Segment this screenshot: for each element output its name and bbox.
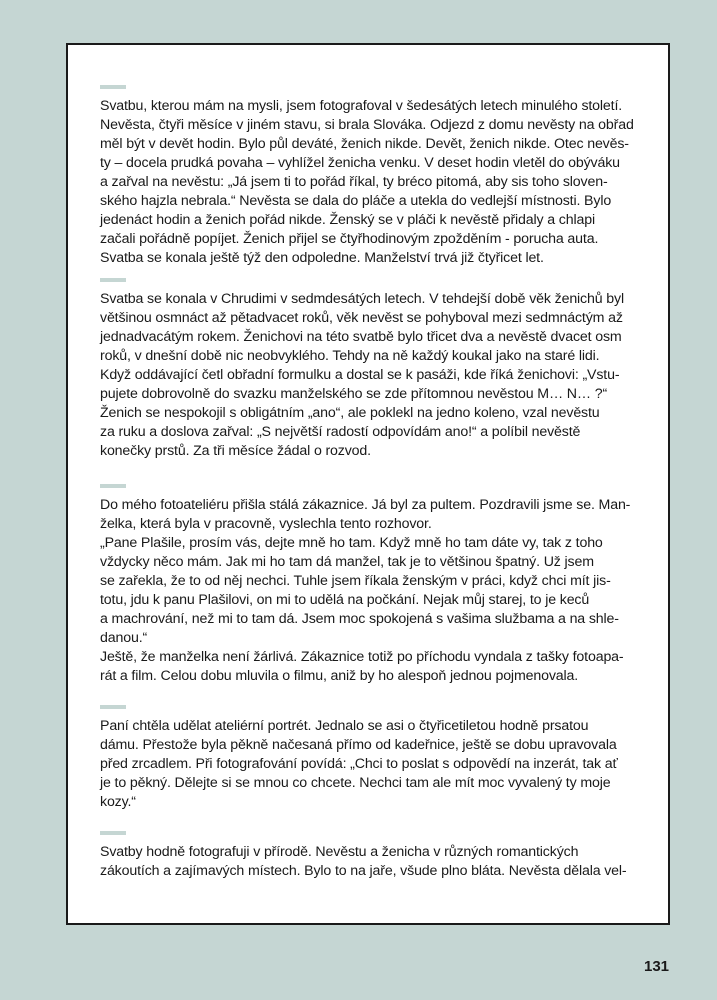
text-line: většinou osmnáct až pětadvacet roků, věk nevěst se pohyboval mezi sedmnáctým až (100, 310, 623, 326)
section-divider (100, 278, 126, 282)
text-line: a zařval na nevěstu: „Já jsem ti to pořád říkal, ty bréco pitomá, aby sis toho sloven- (100, 174, 608, 190)
text-line: Když oddávající četl obřadní formulku a dostal se k pasáži, kde říká ženichovi: „Vstu- (100, 367, 620, 383)
text-line: roků, v dnešní době nic neobvyklého. Tehdy na ně každý koukal jako na staré lidi. (100, 348, 600, 364)
text-line: jednadvacátým rokem. Ženichovi na této svatbě bylo třicet dva a nevěstě dvacet osm (100, 329, 622, 345)
text-line: „Pane Plašile, prosím vás, dejte mně ho tam. Když mně ho tam dáte vy, tak z toho (100, 535, 603, 551)
story-1 (100, 85, 640, 268)
text-line: Svatba se konala v Chrudimi v sedmdesátých letech. V tehdejší době věk ženichů byl (100, 291, 624, 307)
text-line: a machrování, než mi to tam dá. Jsem moc spokojená s vašima službama a na shle- (100, 611, 619, 627)
text-line: vždycky něco mám. Jak mi ho tam dá manžel, tak je to většinou špatný. Už jsem (100, 554, 594, 570)
story-2 (100, 278, 640, 461)
section-divider (100, 484, 126, 488)
text-line: je to pěkný. Dělejte si se mnou co chcete. Nechci tam ale mít moc vyvalený ty moje (100, 775, 611, 791)
section-divider (100, 705, 126, 709)
text-line: Svatbu, kterou mám na mysli, jsem fotografoval v šedesátých letech minulého století. (100, 98, 623, 114)
text-line: Svatby hodně fotografuji v přírodě. Nevěstu a ženicha v různých romantických (100, 844, 579, 860)
text-line: ty – docela prudká povaha – vyhlížel ženicha venku. V deset hodin vletěl do obýváku (100, 155, 620, 171)
page-number: 131 (644, 958, 670, 975)
text-line: dámu. Přestože byla pěkně načesaná přímo od kadeřnice, ještě se dobu upravovala (100, 737, 617, 753)
text-line: Ještě, že manželka není žárlivá. Zákaznice totiž po příchodu vyndala z tašky fotoapa- (100, 649, 624, 665)
text-line: danou.“ (100, 630, 148, 646)
text-line: pujete dobrovolně do svazku manželského se zde přítomnou nevěstou M… N… ?“ (100, 386, 608, 402)
text-line: se zařekla, že to od něj nechci. Tuhle jsem říkala ženským v práci, když chci mít jis- (100, 573, 611, 589)
text-line: Paní chtěla udělat ateliérní portrét. Jednalo se asi o čtyřicetiletou hodně prsatou (100, 718, 589, 734)
text-line: měl být v devět hodin. Bylo půl deváté, ženich nikde. Devět, ženich nikde. Otec nevěs- (100, 136, 629, 152)
story-3 (100, 484, 640, 686)
text-line: Nevěsta, čtyři měsíce v jiném stavu, si brala Slováka. Odjezd z domu nevěsty na obřad (100, 117, 634, 133)
text-line: rát a film. Celou dobu mluvila o filmu, aniž by ho alespoň jednou pojmenovala. (100, 668, 579, 684)
text-line: totu, jdu k panu Plašilovi, on mi to udělá na počkání. Nejak můj starej, to je keců (100, 592, 590, 608)
story-4 (100, 705, 640, 812)
text-line: za ruku a doslova zařval: „S největší radostí odpovídám ano!“ a políbil nevěstě (100, 424, 581, 440)
text-line: zákoutích a zajímavých místech. Bylo to na jaře, všude plno bláta. Nevěsta dělala vel- (100, 863, 627, 879)
section-divider (100, 85, 126, 89)
text-line: Ženich se nespokojil s obligátním „ano“, ale poklekl na jedno koleno, vzal nevěstu (100, 405, 600, 421)
text-line: Svatba se konala ještě týž den odpoledne. Manželství trvá již čtyřicet let. (100, 250, 544, 266)
section-divider (100, 831, 126, 835)
text-line: želka, která byla v pracovně, vyslechla tento rozhovor. (100, 516, 432, 532)
text-line: začali pořádně popíjet. Ženich přijel se čtyřhodinovým zpožděním - porucha auta. (100, 231, 599, 247)
text-line: kozy.“ (100, 794, 136, 810)
text-line: jedenáct hodin a ženich pořád nikde. Ženský se v pláči k nevěstě přidaly a chlapi (100, 212, 595, 228)
text-line: Do mého fotoateliéru přišla stálá zákaznice. Já byl za pultem. Pozdravili jsme se. Man- (100, 497, 631, 513)
text-line: konečky prstů. Za tři měsíce žádal o rozvod. (100, 443, 371, 459)
page-frame (66, 43, 670, 925)
text-line: před zrcadlem. Při fotografování povídá: „Chci to poslat s odpovědí na inzerát, tak ať (100, 756, 618, 772)
story-5 (100, 831, 640, 881)
text-line: ského hajzla nebrala.“ Nevěsta se dala do pláče a utekla do vedlejší místnosti. Bylo (100, 193, 612, 209)
